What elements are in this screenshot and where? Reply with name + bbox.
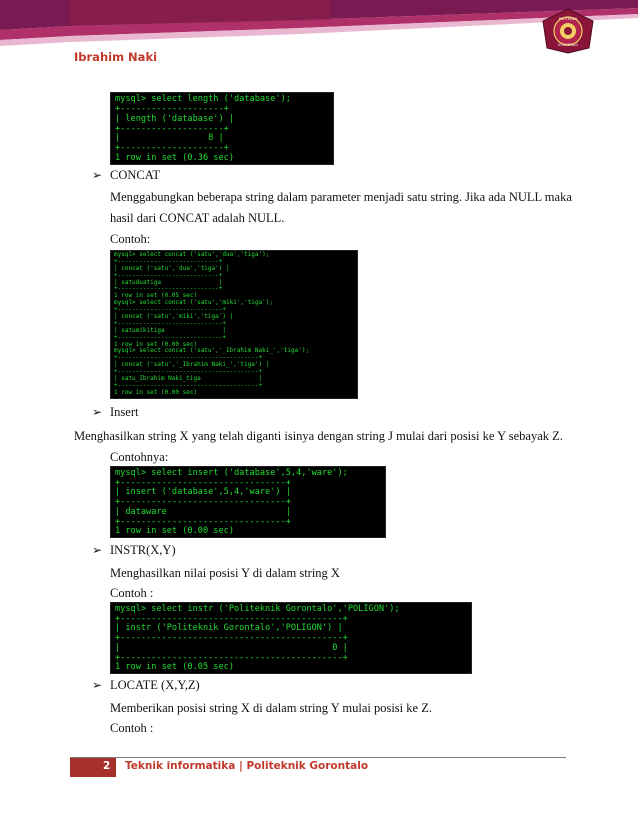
terminal-line: +-----------------------------+ (114, 333, 226, 341)
terminal-line: mysql> select concat ('satu','dua','tiga'); (114, 251, 270, 258)
bullet-instr: ➢ INSTR(X,Y) (92, 543, 176, 557)
arrow-icon: ➢ (92, 678, 103, 692)
footer-divider (70, 757, 566, 758)
terminal-line: | 0 | (115, 642, 348, 653)
terminal-line: +-------------------------------------------+ (115, 613, 348, 624)
terminal-line: +--------------------------------+ (115, 497, 291, 508)
bullet-locate: ➢ LOCATE (X,Y,Z) (92, 678, 200, 692)
arrow-icon: ➢ (92, 543, 103, 557)
terminal-line: 1 row in set (0.36 sec) (115, 153, 234, 164)
terminal-line: +--------------------------------+ (115, 516, 291, 527)
terminal-line: | satu_Ibrahim Naki_tiga | (114, 375, 263, 383)
terminal-line: 1 row in set (0.05 sec) (114, 292, 198, 300)
author-name: Ibrahim Naki (74, 50, 158, 64)
terminal-line: mysql> select concat ('satu','_Ibrahim Naki_','tiga'); (114, 347, 310, 355)
page-number: 2 (103, 760, 111, 772)
terminal-line: +--------------------+ (115, 143, 229, 154)
terminal-line: 1 row in set (0.05 sec) (115, 662, 234, 673)
svg-text:GORONTALO: GORONTALO (557, 43, 579, 47)
terminal-line: +-----------------------------+ (114, 319, 226, 327)
terminal-line: | instr ('Politeknik Gorontalo','POLIGON') | (115, 623, 343, 634)
terminal-line: mysql> select instr ('Politeknik Gorontalo','POLIGON'); (115, 604, 400, 614)
terminal-line: +---------------------------------------+ (114, 368, 263, 376)
instr-example-label: Contoh : (110, 586, 154, 600)
terminal-line: | 8 | (115, 133, 224, 144)
terminal-line: | concat ('satu','miki','tiga') | (114, 313, 234, 321)
terminal-line: +-------------------------------------------+ (115, 633, 348, 644)
terminal-line: | dataware | (115, 506, 291, 517)
terminal-insert (110, 466, 386, 538)
terminal-line: 1 row in set (0.00 sec) (114, 340, 198, 348)
terminal-line: +-------------------------------------------+ (115, 652, 348, 663)
terminal-line: +----------------------------+ (114, 285, 223, 293)
terminal-length (110, 92, 334, 165)
arrow-icon: ➢ (92, 405, 103, 419)
concat-desc-line1: Menggabungkan beberapa string dalam parameter menjadi satu string. Jika ada NULL maka (110, 190, 572, 204)
terminal-line: +--------------------+ (115, 103, 229, 114)
instr-desc: Menghasilkan nilai posisi Y di dalam string X (110, 566, 340, 580)
terminal-line: +---------------------------------------+ (114, 354, 263, 362)
concat-desc-line2: hasil dari CONCAT adalah NULL. (110, 211, 285, 225)
terminal-line: mysql> select insert ('database',5,4,'ware'); (115, 468, 348, 478)
terminal-instr (110, 602, 472, 674)
footer-text: Teknik informatika | Politeknik Gorontalo (125, 760, 369, 772)
terminal-line: | concat ('satu','dua','tiga') | (114, 264, 230, 272)
terminal-concat (110, 250, 358, 399)
terminal-line: +--------------------+ (115, 123, 229, 134)
terminal-line: +----------------------------+ (114, 271, 223, 279)
bullet-insert: ➢ Insert (92, 405, 139, 419)
concat-example-label: Contoh: (110, 232, 151, 246)
terminal-line: | satumikitiga | (114, 326, 226, 334)
svg-text:POLITEKNIK: POLITEKNIK (558, 17, 578, 21)
insert-desc: Menghasilkan string X yang telah diganti isinya dengan string J mulai dari posisi ke Y sebayak Z. (74, 429, 563, 443)
insert-example-label: Contohnya: (110, 450, 169, 464)
politeknik-logo (541, 8, 595, 54)
arrow-icon: ➢ (92, 168, 103, 182)
terminal-line: mysql> select length ('database'); (115, 94, 291, 104)
terminal-line: | satuduatiga | (114, 278, 223, 286)
terminal-line: +--------------------------------+ (115, 477, 291, 488)
terminal-line: +----------------------------+ (114, 257, 223, 265)
terminal-line: | concat ('satu','_Ibrahim Naki_','tiga') | (114, 361, 270, 369)
terminal-line: +-----------------------------+ (114, 306, 226, 314)
locate-desc: Memberikan posisi string X di dalam string Y mulai posisi ke Z. (110, 701, 432, 715)
terminal-line: | length ('database') | (115, 113, 234, 124)
terminal-line: | insert ('database',5,4,'ware') | (115, 487, 291, 498)
bullet-concat: ➢ CONCAT (92, 168, 161, 182)
terminal-line: +---------------------------------------+ (114, 381, 263, 389)
terminal-line: 1 row in set (0.00 sec) (114, 388, 198, 396)
terminal-line: mysql> select concat ('satu','miki','tiga'); (114, 299, 273, 307)
locate-example-label: Contoh : (110, 721, 154, 735)
terminal-line: 1 row in set (0.00 sec) (115, 526, 234, 537)
